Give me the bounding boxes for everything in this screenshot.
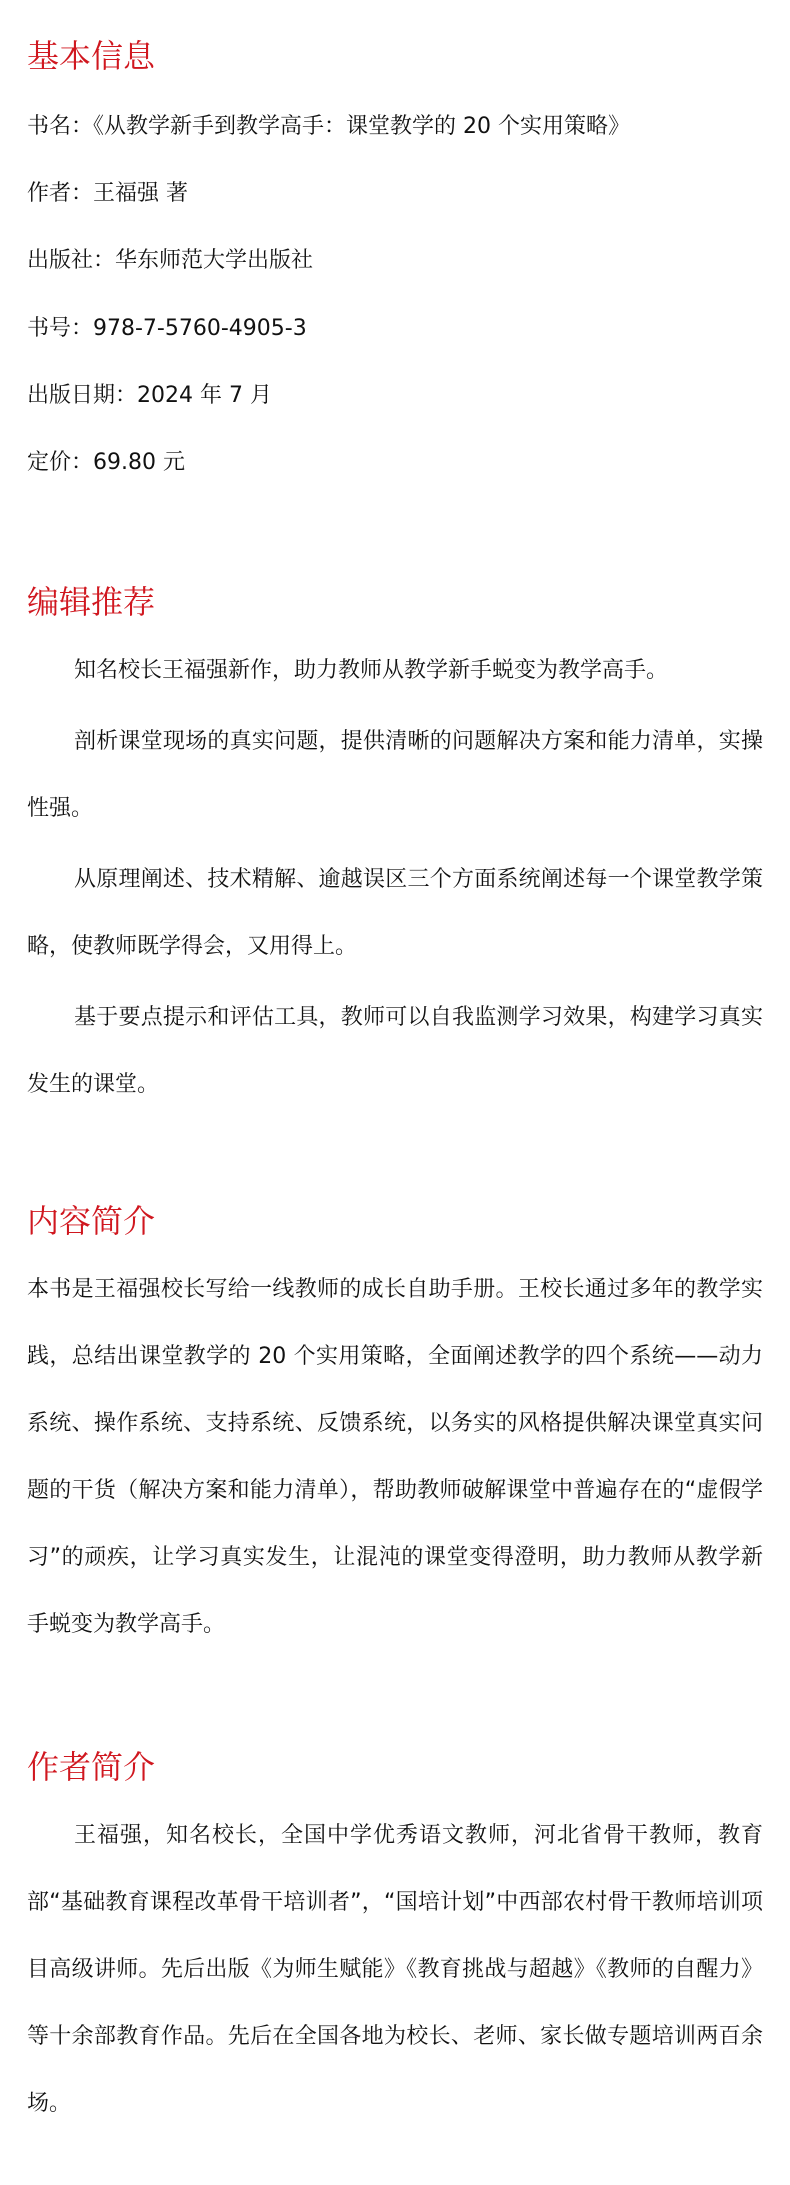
recommend-paragraph: 知名校长王福强新作，助力教师从教学新手蜕变为教学高手。 (74, 658, 669, 683)
book-pub-date: 出版日期：2024 年 7 月 (27, 383, 272, 408)
section-title-author-intro: 作者简介 (27, 1748, 156, 1786)
author-intro-section (27, 1747, 763, 2137)
section-title-editor-recommend: 编辑推荐 (27, 583, 156, 621)
recommend-paragraph: 从原理阐述、技术精解、逾越误区三个方面系统阐述每一个课堂教学策略，使教师既学得会，又用得上。 (27, 867, 763, 959)
editor-recommend-section (27, 582, 763, 1118)
content-intro-section (27, 1201, 763, 1658)
section-title-basic-info: 基本信息 (27, 37, 156, 75)
book-author: 作者：王福强 著 (27, 181, 188, 206)
content-intro-paragraph: 本书是王福强校长写给一线教师的成长自助手册。王校长通过多年的教学实践，总结出课堂教学的 20 个实用策略，全面阐述教学的四个系统——动力系统、操作系统、支持系统、反馈系统，以务实的风格提供解决课堂真实问题的干货（解决方案和能力清单），帮助教师破解课堂中普遍存在的“虚假学习”的顽疾，让学习真实发生，让混沌的课堂变得澄明，助力教师从教学新手蜕变为教学高手。 (27, 1277, 763, 1637)
section-title-content-intro: 内容简介 (27, 1202, 156, 1240)
recommend-paragraph: 基于要点提示和评估工具，教师可以自我监测学习效果，构建学习真实发生的课堂。 (27, 1005, 763, 1097)
recommend-paragraph: 剖析课堂现场的真实问题，提供清晰的问题解决方案和能力清单，实操性强。 (27, 729, 763, 821)
book-name: 书名：《从教学新手到教学高手：课堂教学的 20 个实用策略》 (27, 114, 630, 139)
book-publisher: 出版社：华东师范大学出版社 (27, 248, 314, 273)
author-intro-paragraph: 王福强，知名校长，全国中学优秀语文教师，河北省骨干教师，教育部“基础教育课程改革骨干培训者”，“国培计划”中西部农村骨干教师培训项目高级讲师。先后出版《为师生赋能》《教育挑战与超越》《教师的自醒力》等十余部教育作品。先后在全国各地为校长、老师、家长做专题培训两百余场。 (27, 1823, 763, 2116)
basic-info-section (27, 36, 763, 478)
book-price: 定价：69.80 元 (27, 450, 185, 475)
book-isbn: 书号：978-7-5760-4905-3 (27, 316, 307, 341)
